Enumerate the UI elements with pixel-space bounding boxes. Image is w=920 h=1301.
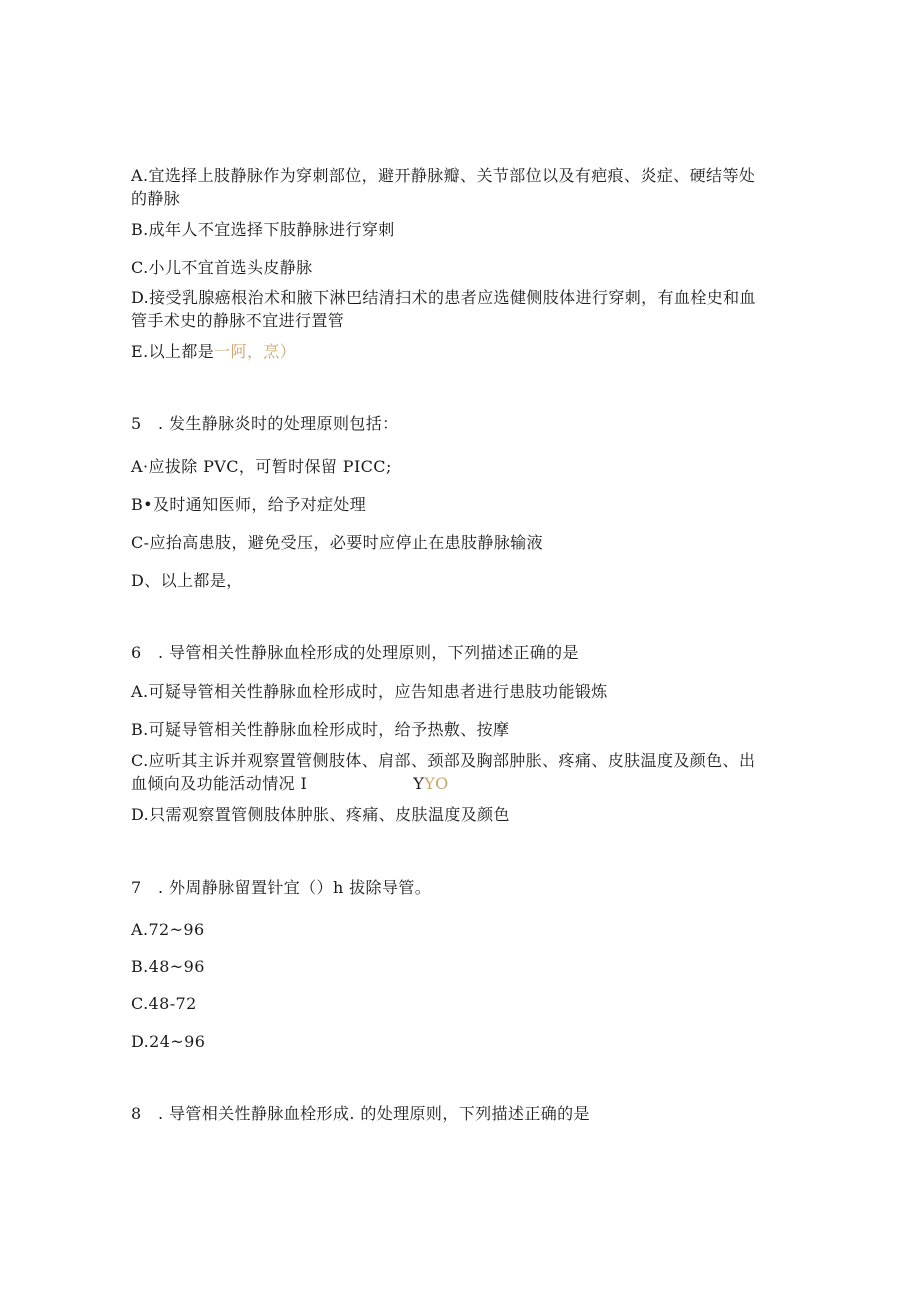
q5-option-c: C-应抬高患肢，避免受压，必要时应停止在患肢静脉输液 [131,533,544,552]
q6-option-c-line2 [131,773,449,795]
q4-option-a-line1: A.宜选择上肢静脉作为穿刺部位，避开静脉瓣、关节部位以及有疤痕、炎症、硬结等处 [131,166,756,185]
q4-option-a-line2: 的静脉 [131,189,181,208]
answer-mark-yo: YO [424,774,449,793]
q7-stem: 7 . 外周静脉留置针宜（）h 拔除导管。 [131,878,432,897]
q4-option-c: C.小儿不宜首选头皮静脉 [131,258,313,277]
q7-option-c: C.48-72 [131,994,197,1013]
q5-stem: 5 . 发生静脉炎时的处理原则包括： [131,414,399,433]
q5-option-a: A·应拔除 PVC，可暂时保留 PICC; [131,457,392,476]
q6-stem: 6 . 导管相关性静脉血栓形成的处理原则，下列描述正确的是 [131,643,579,662]
q7-option-b: B.48~96 [131,957,205,976]
q6-option-a: A.可疑导管相关性静脉血栓形成时，应告知患者进行患肢功能锻炼 [131,682,608,701]
handwritten-answer-mark: 一阿，烹） [214,342,297,361]
q4-option-e [131,341,296,363]
q4-option-d-line2: 管手术史的静脉不宜进行置管 [131,311,345,330]
q5-option-b: B•及时通知医师，给予对症处理 [131,495,367,514]
q5-option-d: D、以上都是， [131,571,243,590]
q6-option-c-line1: C.应听其主诉并观察置管侧肢体、肩部、颈部及胸部肿胀、疼痛、皮肤温度及颜色、出 [131,751,756,770]
q4-option-b: B.成年人不宜选择下肢静脉进行穿刺 [131,220,395,239]
q4-option-e-text: E.以上都是 [131,342,215,361]
q6-option-d: D.只需观察置管侧肢体肿胀、疼痛、皮肤温度及颜色 [131,805,510,824]
q6-option-c-line2-text: 血倾向及功能活动情况 I [131,774,308,793]
q7-option-a: A.72~96 [131,920,205,939]
q6-option-b: B.可疑导管相关性静脉血栓形成时，给予热敷、按摩 [131,720,510,739]
q8-stem: 8 . 导管相关性静脉血栓形成. 的处理原则，下列描述正确的是 [131,1104,590,1123]
q7-option-d: D.24~96 [131,1032,206,1051]
answer-mark-y: Y [413,774,425,793]
q4-option-d-line1: D.接受乳腺癌根治术和腋下淋巴结清扫术的患者应选健侧肢体进行穿刺，有血栓史和血 [131,288,756,307]
